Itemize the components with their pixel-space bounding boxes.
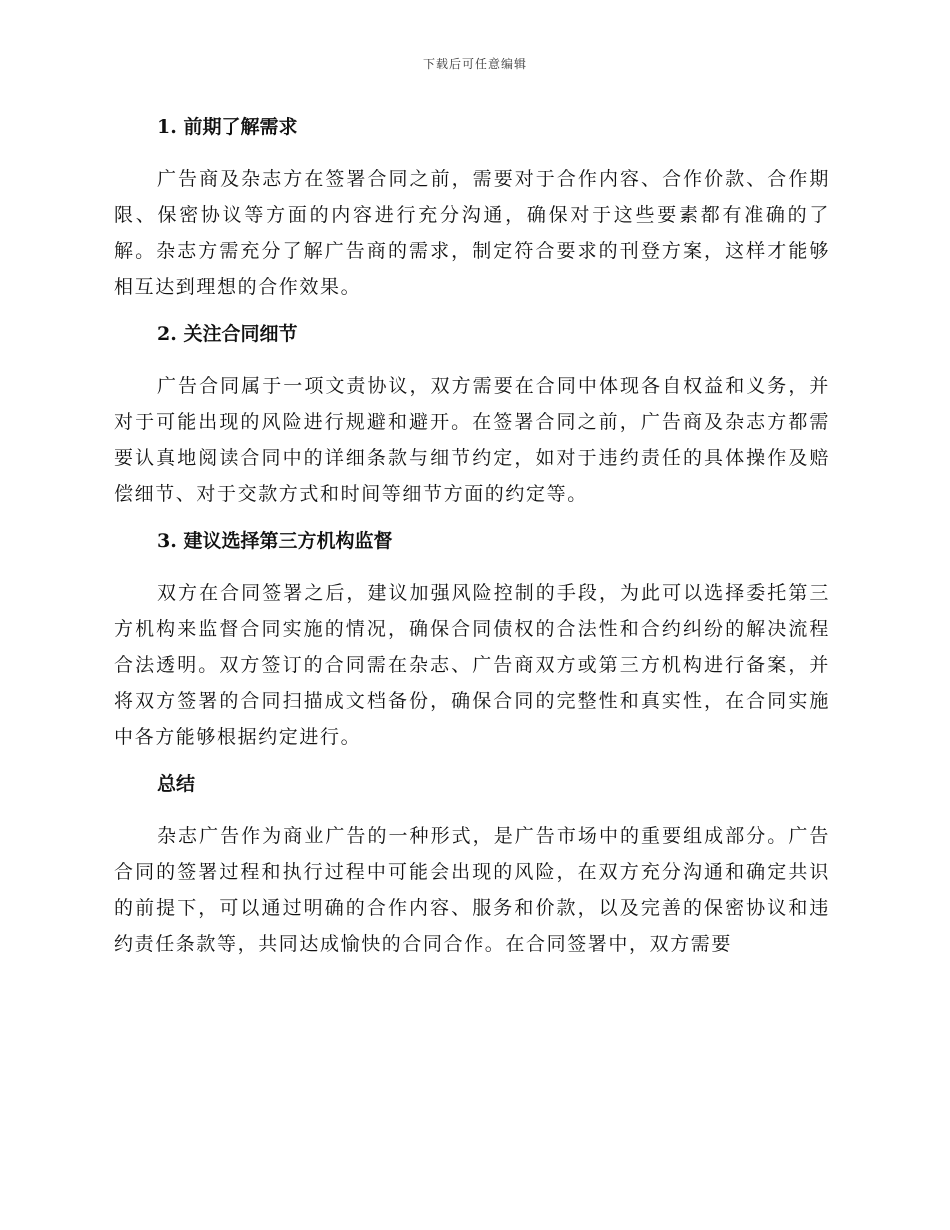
section-paragraph-3: 双方在合同签署之后，建议加强风险控制的手段，为此可以选择委托第三方机构来监督合同实施的情况，确保合同债权的合法性和合约纠纷的解决流程合法透明。双方签订的合同需在杂志、广告商双方或第三方机构进行备案，并将双方签署的合同扫描成文档备份，确保合同的完整性和真实性，在合同实施中各方能够根据约定进行。 (114, 582, 830, 748)
document-body (114, 112, 830, 962)
section-heading-2: 2. 关注合同细节 (157, 323, 298, 345)
section-paragraph-1: 广告商及杂志方在签署合同之前，需要对于合作内容、合作价款、合作期限、保密协议等方面的内容进行充分沟通，确保对于这些要素都有准确的了解。杂志方需充分了解广告商的需求，制定符合要求的刊登方案，这样才能够相互达到理想的合作效果。 (114, 168, 830, 298)
section-heading-3: 3. 建议选择第三方机构监督 (157, 530, 393, 552)
section-paragraph-summary: 杂志广告作为商业广告的一种形式，是广告市场中的重要组成部分。广告合同的签署过程和执行过程中可能会出现的风险，在双方充分沟通和确定共识的前提下，可以通过明确的合作内容、服务和价款，以及完善的保密协议和违约责任条款等，共同达成愉快的合同合作。在合同签署中，双方需要 (114, 825, 830, 955)
section-heading-1: 1. 前期了解需求 (157, 116, 298, 138)
page-header: 下载后可任意编辑 (422, 57, 527, 71)
section-heading-summary: 总结 (157, 773, 196, 795)
section-paragraph-2: 广告合同属于一项文责协议，双方需要在合同中体现各自权益和义务，并对于可能出现的风险进行规避和避开。在签署合同之前，广告商及杂志方都需要认真地阅读合同中的详细条款与细节约定，如对于违约责任的具体操作及赔偿细节、对于交款方式和时间等细节方面的约定等。 (114, 375, 830, 505)
